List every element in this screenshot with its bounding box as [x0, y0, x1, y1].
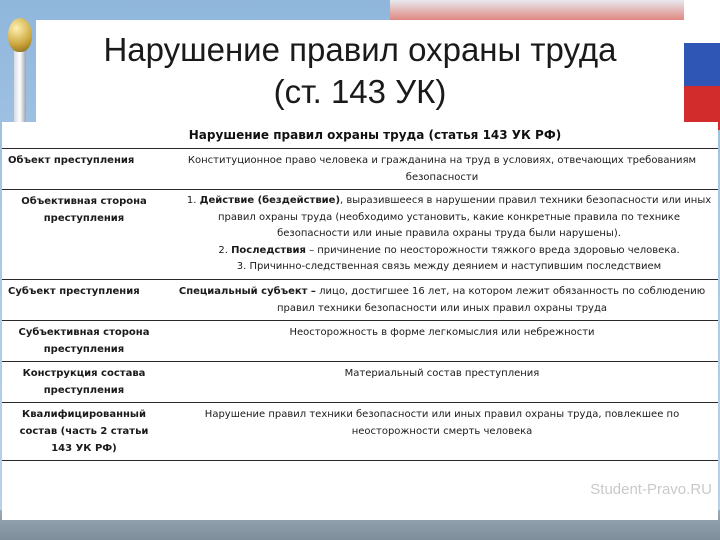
list-item [186, 193, 712, 243]
row-label: Объект преступления [2, 149, 166, 190]
list-number: 3. [236, 261, 247, 272]
list-text: Причинно-следственная связь между деянием и наступившим последствием [249, 261, 662, 272]
background-flagpole-finial [8, 18, 32, 52]
row-description: Конституционное право человека и гражданина на труд в условиях, отвечающих требованиям безопасности [166, 149, 718, 190]
list-term: Последствия [231, 244, 306, 256]
watermark: Student-Pravo.RU [590, 481, 712, 498]
list-item [186, 259, 712, 276]
table-row [2, 279, 718, 320]
row-label: Конструкция состава преступления [2, 361, 166, 402]
row-label: Субъект преступления [2, 279, 166, 320]
list-number: 2. [218, 244, 228, 256]
row-label: Объективная сторона преступления [2, 190, 166, 280]
list-term: Действие (бездействие) [199, 195, 341, 206]
objective-side-list [172, 193, 712, 276]
list-text: , выразившееся в нарушении правил техники безопасности или иных правил охраны труда (необходимо установить, какие конкретные правила по технике безопасности или иные правила охраны труда были нарушены). [217, 195, 712, 239]
slide-title-line-1: Нарушение правил охраны труда [103, 31, 617, 68]
slide-title-line-2: (ст. 143 УК) [273, 73, 447, 110]
table-row [2, 190, 718, 280]
table-row [2, 361, 718, 402]
row-description: Материальный состав преступления [166, 361, 718, 402]
row-text: лицо, достигшее 16 лет, на котором лежит обязанность по соблюдению правил техники безопасности или иных правил охраны труда [276, 285, 706, 314]
table-row [2, 149, 718, 190]
row-description: Неосторожность в форме легкомыслия или небрежности [166, 320, 718, 361]
table-row [2, 402, 718, 460]
background-tricolor-flag [684, 0, 720, 130]
table-row [2, 320, 718, 361]
list-item [186, 243, 712, 260]
row-label: Квалифицированный состав (часть 2 статьи 143 УК РФ) [2, 402, 166, 460]
row-term: Специальный субъект – [178, 285, 316, 297]
row-description [166, 190, 718, 280]
slide-title-box [36, 20, 684, 122]
row-description [166, 279, 718, 320]
row-description: Нарушение правил техники безопасности или иных правил охраны труда, повлекшее по неосторожности смерть человека [166, 402, 718, 460]
row-label: Субъективная сторона преступления [2, 320, 166, 361]
list-text: – причинение по неосторожности тяжкого вреда здоровью человека. [305, 244, 680, 256]
content-panel [2, 122, 718, 520]
crime-elements-table [2, 148, 718, 461]
table-heading: Нарушение правил охраны труда (статья 143 УК РФ) [188, 128, 562, 142]
list-number: 1. [186, 195, 197, 206]
